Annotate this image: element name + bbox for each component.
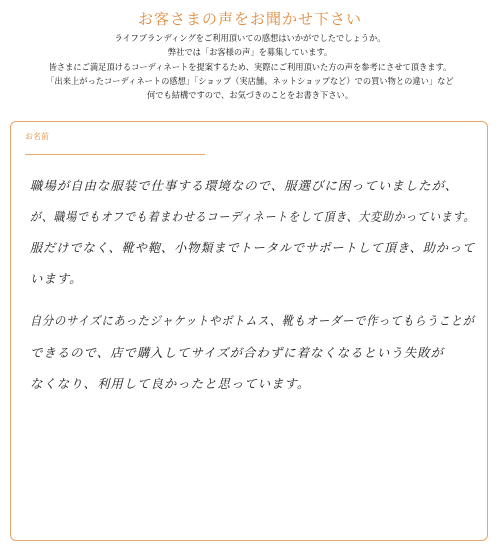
handwritten-line: 服だけでなく、靴や鞄、小物類までトータルでサポートして頂き、助かって	[30, 240, 476, 255]
handwritten-line: できるので、店で購入してサイズが合わずに着なくなるという失敗が	[30, 345, 444, 360]
intro-line: ライフブランディングをご利用頂いての感想はいかがでしたでしょうか。	[114, 34, 386, 44]
name-underline	[25, 154, 205, 155]
name-label: お名前	[25, 132, 49, 141]
page-title: お客さまの声をお聞かせ下さい	[137, 10, 362, 28]
intro-text	[0, 32, 500, 103]
handwritten-line: が、職場でもオフでも着まわせるコーディネートをして頂き、大変助かっています。	[30, 209, 476, 224]
handwritten-line: 職場が自由な服装で仕事する環境なので、服選びに困っていましたが、	[30, 178, 459, 193]
handwritten-line: なくなり、利用して良かったと思っています。	[30, 376, 311, 391]
handwritten-line: います。	[30, 271, 83, 286]
intro-line: 皆さまにご満足頂けるコーディネートを提案するため、実際にご利用頂いた方の声を参考にさせて頂きます。	[48, 62, 452, 73]
intro-line: 弊社では「お客様の声」を募集しています。	[167, 48, 333, 59]
handwritten-line: 自分のサイズにあったジャケットやボトムス、靴もオーダーで作ってもらうことが	[30, 313, 475, 328]
intro-line: 何でも結構ですので、お気づきのことをお書き下さい。	[146, 91, 354, 102]
intro-line: 「出来上がったコーディネートの感想」「ショップ（実店舗、ネットショップなど）での買い物との違い」など	[46, 76, 454, 87]
